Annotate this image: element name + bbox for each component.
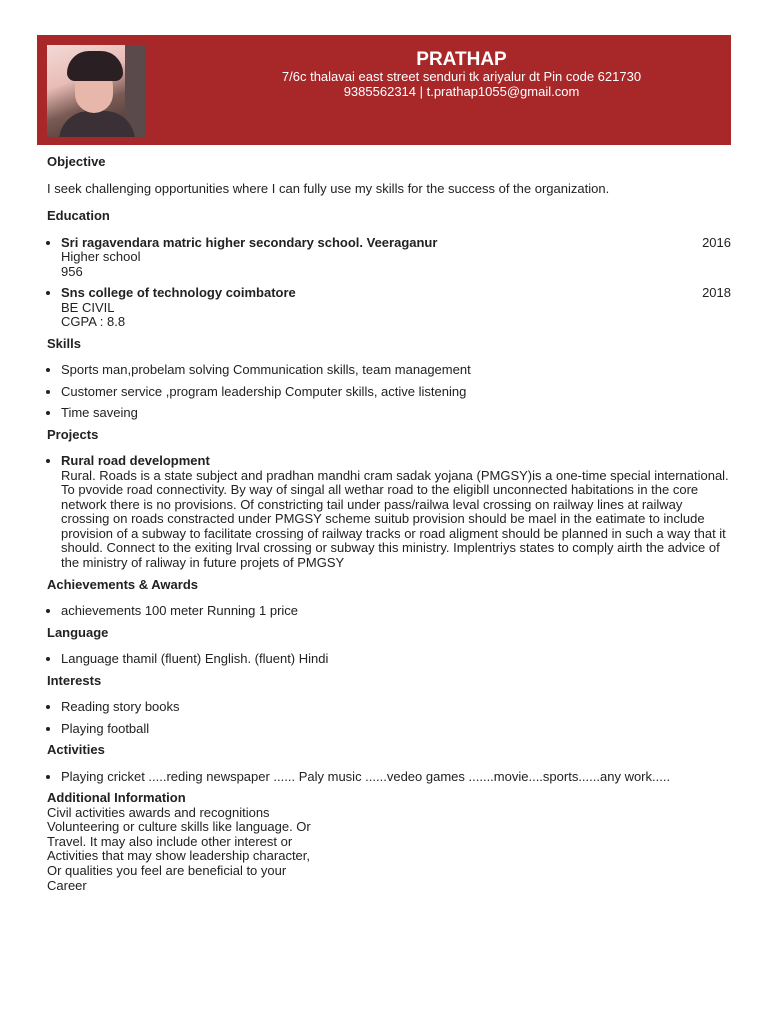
additional-line: Volunteering or culture skills like language. Or: [47, 819, 311, 835]
language-item: • Language thamil (fluent) English. (fluent) Hindi: [61, 652, 731, 667]
additional-line: Civil activities awards and recognitions: [47, 804, 270, 820]
education-section: [47, 209, 731, 330]
education-score: CGPA : 8.8: [61, 314, 126, 329]
resume-header: [37, 35, 731, 145]
project-item: [61, 454, 731, 571]
project-name: • Rural road development: [61, 453, 210, 468]
education-detail: BE CIVIL: [61, 299, 115, 315]
achievement-item: • achievements 100 meter Running 1 price: [61, 604, 731, 619]
profile-photo: [47, 45, 145, 137]
additional-line: Or qualities you feel are beneficial to your: [47, 863, 287, 879]
resume-body: [47, 155, 731, 893]
section-title-language: Language: [47, 624, 109, 640]
section-title-activities: Activities: [47, 742, 105, 758]
interest-item: • Playing football: [61, 722, 731, 737]
section-title-interests: Interests: [47, 672, 102, 688]
education-item: [61, 236, 731, 280]
interests-section: [47, 674, 731, 737]
photo-hair: [67, 51, 123, 81]
candidate-address: 7/6c thalavai east street senduri tk ariyalur dt Pin code 621730: [281, 69, 642, 84]
header-info: [192, 35, 731, 145]
school-name: • Sri ragavendara matric higher secondary school. Veeraganur: [61, 234, 438, 250]
section-title-skills: Skills: [47, 335, 81, 351]
activities-section: [47, 743, 731, 784]
section-title-additional: Additional Information: [47, 790, 186, 806]
skill-item: • Time saveing: [61, 406, 731, 421]
education-year: 2016: [702, 234, 731, 250]
skill-item: • Sports man,probelam solving Communication skills, team management: [61, 363, 731, 378]
additional-line: Travel. It may also include other interest or: [47, 833, 293, 849]
language-section: [47, 626, 731, 667]
education-year: 2018: [702, 285, 731, 300]
education-score: 956: [61, 263, 83, 279]
section-title-achievements: Achievements & Awards: [47, 576, 199, 592]
projects-list: [47, 454, 731, 571]
section-title-projects: Projects: [47, 426, 99, 442]
language-list: [47, 652, 731, 667]
section-title-education: Education: [47, 208, 110, 223]
objective-section: [47, 155, 731, 196]
candidate-name: PRATHAP: [416, 49, 507, 70]
education-item: [61, 286, 731, 330]
additional-info: [47, 806, 731, 894]
activity-item: • Playing cricket .....reding newspaper ...... Paly music ......vedeo games .......movie....sports......any work.....: [61, 770, 731, 785]
skills-list: [47, 363, 731, 421]
school-name: • Sns college of technology coimbatore: [61, 285, 296, 300]
skill-item: • Customer service ,program leadership Computer skills, active listening: [61, 385, 731, 400]
candidate-contact: 9385562314 | t.prathap1055@gmail.com: [343, 84, 580, 99]
interests-list: [47, 700, 731, 736]
objective-text: I seek challenging opportunities where I can fully use my skills for the success of the organization.: [47, 180, 610, 196]
additional-line: Activities that may show leadership character,: [47, 848, 311, 864]
photo-body: [59, 111, 135, 137]
education-list: [47, 236, 731, 330]
section-title-objective: Objective: [47, 154, 106, 169]
achievements-section: [47, 578, 731, 619]
additional-section: [47, 791, 731, 893]
skills-section: [47, 337, 731, 421]
projects-section: [47, 428, 731, 571]
achievements-list: [47, 604, 731, 619]
activities-list: [47, 770, 731, 785]
additional-line: Career: [47, 877, 87, 893]
education-detail: Higher school: [61, 249, 141, 264]
interest-item: • Reading story books: [61, 700, 731, 715]
project-description: Rural. Roads is a state subject and pradhan mandhi cram sadak yojana (PMGSY)is a one-time special international. To pvovide road connectivity. By way of singal all wethar road to the eligibll unconnected habitations in the core network there is no provisions. Of constricting tail under pass/railwa leval crossing on railway lines at railway crossing on roads constracted under PMGSY scheme suitub provision should be mael in the eatimate to include provision of a subway to facilitate crossing of railway tracks or road aligment should be planned in such a way that it should. Connect to the exiting lrval crossing or subway this ministry. Implentriys states to comply airth the advice of the ministry of raliway in future projets of PMGSY: [61, 467, 729, 571]
